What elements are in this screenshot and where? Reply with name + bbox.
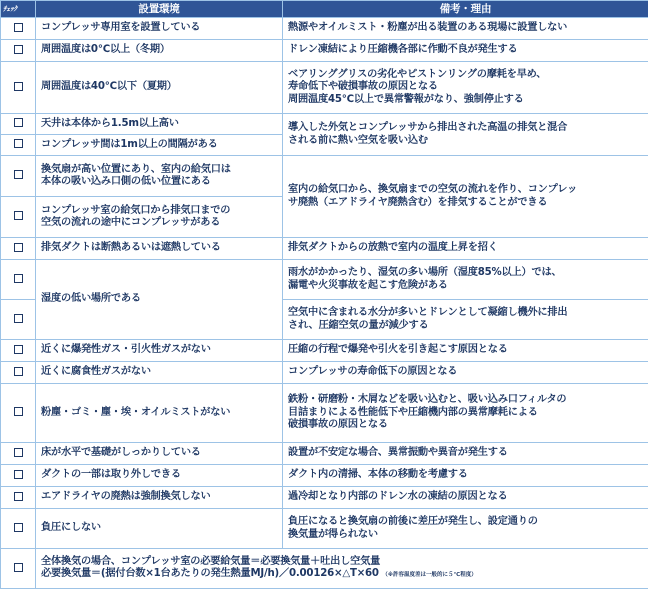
checkbox-icon[interactable] — [14, 470, 23, 479]
checkbox-icon[interactable] — [14, 274, 23, 283]
checkbox-icon[interactable] — [14, 367, 23, 376]
environment-cell: 湿度の低い場所である — [36, 260, 283, 340]
environment-cell: 換気扇が高い位置にあり、室内の給気口は 本体の吸い込み口側の低い位置にある — [36, 156, 283, 197]
table-row — [1, 384, 648, 443]
note-cell: 過冷却となり内部のドレン水の凍結の原因となる — [283, 487, 648, 509]
checkbox-cell[interactable] — [1, 156, 36, 197]
environment-cell: ダクトの一部は取り外しできる — [36, 465, 283, 487]
checkbox-icon[interactable] — [14, 82, 23, 91]
note-cell: 設置が不安定な場合、異常振動や異音が発生する — [283, 443, 648, 465]
checkbox-icon[interactable] — [14, 345, 23, 354]
table-row — [1, 487, 648, 509]
checkbox-icon[interactable] — [14, 23, 23, 32]
note-cell: 負圧になると換気扇の前後に差圧が発生し、設定通りの 換気量が得られない — [283, 509, 648, 549]
checkbox-cell[interactable] — [1, 509, 36, 549]
environment-cell: 近くに腐食性ガスがない — [36, 362, 283, 384]
table-row — [1, 114, 648, 135]
table-row — [1, 238, 648, 260]
formula-line-2 — [41, 568, 648, 582]
table-row — [1, 40, 648, 62]
table-row — [1, 260, 648, 300]
environment-cell: 粉塵・ゴミ・塵・埃・オイルミストがない — [36, 384, 283, 443]
formula-cell — [36, 549, 648, 589]
environment-cell: コンプレッサ間は1m以上の間隔がある — [36, 135, 283, 156]
checkbox-icon[interactable] — [14, 492, 23, 501]
checkbox-cell[interactable] — [1, 487, 36, 509]
checkbox-cell[interactable] — [1, 340, 36, 362]
checkbox-cell[interactable] — [1, 238, 36, 260]
table-row — [1, 340, 648, 362]
header-check: ﾁｪｯｸ — [1, 1, 36, 18]
checkbox-icon[interactable] — [14, 118, 23, 127]
environment-cell: 天井は本体から1.5m以上高い — [36, 114, 283, 135]
note-cell: 雨水がかかったり、湿気の多い場所（湿度85%以上）では、 漏電や火災事故を起こす危険がある — [283, 260, 648, 300]
note-cell: 圧縮の行程で爆発や引火を引き起こす原因となる — [283, 340, 648, 362]
checkbox-icon[interactable] — [14, 170, 23, 179]
environment-cell: 排気ダクトは断熱あるいは遮熱している — [36, 238, 283, 260]
note-cell: 熱源やオイルミスト・粉塵が出る装置のある現場に設置しない — [283, 18, 648, 40]
checkbox-icon[interactable] — [14, 211, 23, 220]
checkbox-cell[interactable] — [1, 443, 36, 465]
checkbox-icon[interactable] — [14, 139, 23, 148]
checkbox-cell[interactable] — [1, 197, 36, 238]
checkbox-cell[interactable] — [1, 40, 36, 62]
note-cell: 排気ダクトからの放熱で室内の温度上昇を招く — [283, 238, 648, 260]
checkbox-icon[interactable] — [14, 448, 23, 457]
environment-cell: 近くに爆発性ガス・引火性ガスがない — [36, 340, 283, 362]
note-cell: 空気中に含まれる水分が多いとドレンとして凝縮し機外に排出 され、圧縮空気の量が減少する — [283, 300, 648, 340]
checkbox-cell[interactable] — [1, 114, 36, 135]
checkbox-cell[interactable] — [1, 260, 36, 300]
footer-row — [1, 549, 648, 589]
formula-note: （※許容温度差は一般的に５℃程度） — [382, 572, 477, 578]
checkbox-icon[interactable] — [14, 243, 23, 252]
checkbox-cell[interactable] — [1, 465, 36, 487]
header-notes: 備考・理由 — [283, 1, 648, 18]
checkbox-icon[interactable] — [14, 45, 23, 54]
header-row — [1, 1, 648, 18]
table-row — [1, 18, 648, 40]
note-cell: 鉄粉・研磨粉・木屑などを吸い込むと、吸い込み口フィルタの 目詰まりによる性能低下や圧縮機内部の異常摩耗による 破損事故の原因となる — [283, 384, 648, 443]
note-cell: 導入した外気とコンプレッサから排出された高温の排気と混合 される前に熱い空気を吸い込む — [283, 114, 648, 156]
table-row — [1, 509, 648, 549]
checkbox-cell[interactable] — [1, 18, 36, 40]
environment-cell: 床が水平で基礎がしっかりしている — [36, 443, 283, 465]
table-row — [1, 362, 648, 384]
formula-line-1: 全体換気の場合、コンプレッサ室の必要給気量＝必要換気量＋吐出し空気量 — [41, 555, 381, 567]
note-cell: ドレン凍結により圧縮機各部に作動不良が発生する — [283, 40, 648, 62]
checkbox-icon[interactable] — [14, 407, 23, 416]
table-row — [1, 465, 648, 487]
environment-cell: 周囲温度は40℃以下（夏期） — [36, 62, 283, 114]
environment-cell: コンプレッサ専用室を設置している — [36, 18, 283, 40]
note-cell: コンプレッサの寿命低下の原因となる — [283, 362, 648, 384]
note-cell: ベアリンググリスの劣化やピストンリングの摩耗を早め、 寿命低下や破損事故の原因となる 周囲温度45℃以上で異常警報がなり、強制停止する — [283, 62, 648, 114]
note-cell: 室内の給気口から、換気扇までの空気の流れを作り、コンプレッ サ廃熱（エアドライヤ廃熱含む）を排気することができる — [283, 156, 648, 238]
environment-cell: コンプレッサ室の給気口から排気口までの 空気の流れの途中にコンプレッサがある — [36, 197, 283, 238]
environment-cell: 周囲温度は0℃以上（冬期） — [36, 40, 283, 62]
checkbox-icon[interactable] — [14, 523, 23, 532]
checkbox-cell[interactable] — [1, 362, 36, 384]
environment-cell: 負圧にしない — [36, 509, 283, 549]
table-row — [1, 443, 648, 465]
checkbox-icon[interactable] — [14, 314, 23, 323]
header-environment: 設置環境 — [36, 1, 283, 18]
checkbox-cell[interactable] — [1, 549, 36, 589]
checkbox-cell[interactable] — [1, 384, 36, 443]
checkbox-cell[interactable] — [1, 62, 36, 114]
checkbox-cell[interactable] — [1, 135, 36, 156]
note-cell: ダクト内の清掃、本体の移動を考慮する — [283, 465, 648, 487]
checkbox-cell[interactable] — [1, 300, 36, 340]
table-row — [1, 156, 648, 197]
formula-text: 必要換気量＝(据付台数×1台あたりの発生熱量MJ/h)／0.00126×△T×60 — [41, 568, 379, 579]
table-row — [1, 62, 648, 114]
environment-cell: エアドライヤの廃熱は強制換気しない — [36, 487, 283, 509]
checkbox-icon[interactable] — [14, 563, 23, 572]
